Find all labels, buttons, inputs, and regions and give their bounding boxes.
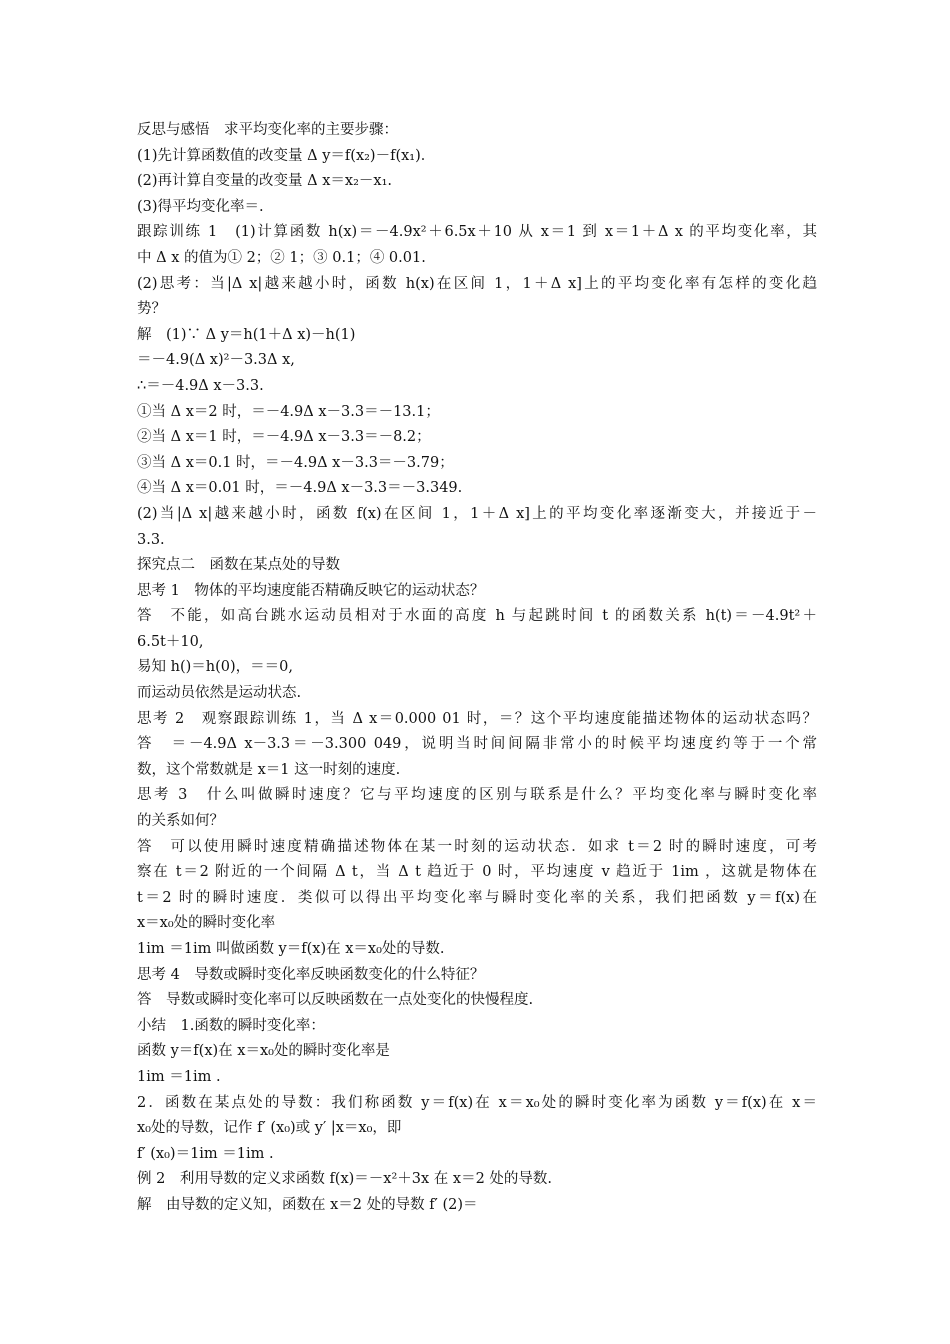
text-line: 势？ bbox=[137, 301, 166, 318]
text-line: 1im ＝1im . bbox=[137, 1068, 221, 1085]
text-line: t＝2 时的瞬时速度．类似可以得出平均变化率与瞬时变化率的关系，我们把函数 y＝f(x)在 bbox=[137, 889, 817, 906]
text-line: x＝x₀处的瞬时变化率 bbox=[137, 915, 276, 932]
text-line: 解 (1)∵ Δ y＝h(1＋Δ x)－h(1) bbox=[137, 326, 356, 343]
text-line: (2)当|Δ x|越来越小时，函数 f(x)在区间 1，1＋Δ x]上的平均变化率逐渐变大，并接近于－ bbox=[137, 505, 817, 522]
text-line: 答 不能，如高台跳水运动员相对于水面的高度 h 与起跳时间 t 的函数关系 h(t)＝－4.9t²＋ bbox=[137, 608, 817, 625]
text-line: (2)再计算自变量的改变量 Δ x＝x₂－x₁. bbox=[137, 173, 392, 190]
text-line: 解 由导数的定义知，函数在 x＝2 处的导数 f′ (2)＝ bbox=[137, 1196, 478, 1213]
text-line: ＝－4.9(Δ x)²－3.3Δ x, bbox=[137, 352, 295, 369]
text-line: 思考 1 物体的平均速度能否精确反映它的运动状态？ bbox=[137, 582, 485, 599]
text-line: x₀处的导数，记作 f′ (x₀)或 y′ |x＝x₀，即 bbox=[137, 1120, 402, 1137]
text-line: 察在 t＝2 附近的一个间隔 Δ t，当 Δ t 趋近于 0 时，平均速度 v 趋近于 1im ，这就是物体在 bbox=[137, 864, 817, 881]
text-line: 反思与感悟 求平均变化率的主要步骤： bbox=[137, 122, 398, 138]
text-line: 6.5t＋10, bbox=[137, 633, 204, 650]
text-line: 思考 4 导数或瞬时变化率反映函数变化的什么特征？ bbox=[137, 966, 485, 983]
text-line: 思考 3 什么叫做瞬时速度？它与平均速度的区别与联系是什么？平均变化率与瞬时变化率 bbox=[137, 787, 817, 804]
text-line: 函数 y＝f(x)在 x＝x₀处的瞬时变化率是 bbox=[137, 1043, 390, 1060]
text-line: 小结 1.函数的瞬时变化率： bbox=[137, 1017, 325, 1034]
document-page bbox=[137, 118, 817, 1219]
text-line: ④当 Δ x＝0.01 时，＝－4.9Δ x－3.3＝－3.349. bbox=[137, 480, 463, 497]
text-line: 答 导数或瞬时变化率可以反映函数在一点处变化的快慢程度. bbox=[137, 992, 534, 1009]
text-line: ∴＝－4.9Δ x－3.3. bbox=[137, 377, 264, 394]
text-line: 3.3. bbox=[137, 531, 165, 548]
text-line: ②当 Δ x＝1 时，＝－4.9Δ x－3.3＝－8.2； bbox=[137, 429, 431, 446]
text-line: 2．函数在某点处的导数：我们称函数 y＝f(x)在 x＝x₀处的瞬时变化率为函数 y＝f(x)在 x＝ bbox=[137, 1094, 817, 1111]
text-line: 答 可以使用瞬时速度精确描述物体在某一时刻的运动状态．如求 t＝2 时的瞬时速度，可考 bbox=[137, 838, 817, 855]
section-heading: 探究点二 函数在某点处的导数 bbox=[137, 557, 340, 574]
text-line: 中 Δ x 的值为① 2；② 1；③ 0.1；④ 0.01. bbox=[137, 249, 426, 266]
text-line: f′ (x₀)＝1im ＝1im . bbox=[137, 1145, 274, 1162]
text-line: ①当 Δ x＝2 时，＝－4.9Δ x－3.3＝－13.1； bbox=[137, 403, 440, 420]
text-line: (3)得平均变化率＝. bbox=[137, 198, 264, 215]
text-line: (1)先计算函数值的改变量 Δ y＝f(x₂)－f(x₁)． bbox=[137, 147, 436, 164]
text-line: 思考 2 观察跟踪训练 1，当 Δ x＝0.000 01 时，＝？这个平均速度能描述物体的运动状态吗？ bbox=[137, 710, 817, 727]
text-line: 答 ＝－4.9Δ x－3.3＝－3.300 049，说明当时间间隔非常小的时候平均速度约等于一个常 bbox=[137, 736, 817, 753]
text-line: ③当 Δ x＝0.1 时，＝－4.9Δ x－3.3＝－3.79； bbox=[137, 454, 454, 471]
text-line: (2)思考：当|Δ x|越来越小时，函数 h(x)在区间 1，1＋Δ x]上的平均变化率有怎样的变化趋 bbox=[137, 275, 817, 292]
text-line: 而运动员依然是运动状态. bbox=[137, 685, 302, 702]
text-line: 数，这个常数就是 x＝1 这一时刻的速度. bbox=[137, 761, 401, 778]
text-line: 1im ＝1im 叫做函数 y＝f(x)在 x＝x₀处的导数. bbox=[137, 941, 445, 957]
text-line: 的关系如何？ bbox=[137, 813, 224, 830]
text-line: 跟踪训练 1 (1)计算函数 h(x)＝－4.9x²＋6.5x＋10 从 x＝1 到 x＝1＋Δ x 的平均变化率，其 bbox=[137, 224, 817, 241]
text-line: 易知 h()＝h(0)，＝＝0, bbox=[137, 659, 293, 676]
text-line: 例 2 利用导数的定义求函数 f(x)＝－x²＋3x 在 x＝2 处的导数. bbox=[137, 1171, 553, 1188]
